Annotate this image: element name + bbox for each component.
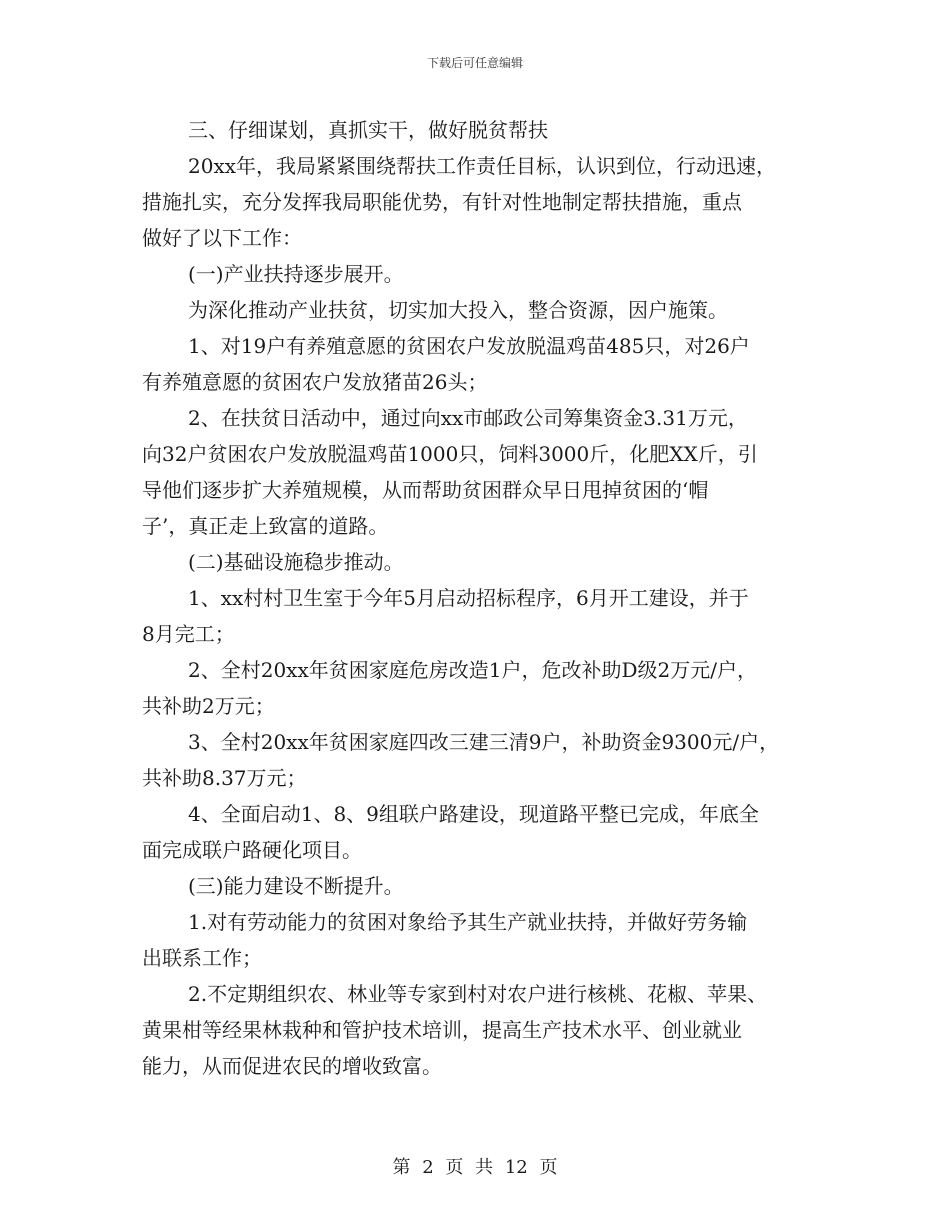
section-heading: 三、仔细谋划，真抓实干，做好脱贫帮扶 (188, 118, 548, 142)
paragraph-line: 2.不定期组织农、林业等专家到村对农户进行核桃、花椒、苹果、 (188, 982, 768, 1006)
paragraph-line: 面完成联户路硬化项目。 (142, 838, 362, 862)
paragraph-line: 1.对有劳动能力的贫困对象给予其生产就业扶持，并做好劳务输 (188, 910, 748, 934)
page-header: 下载后可任意编辑 (426, 56, 523, 70)
paragraph-line: 措施扎实，充分发挥我局职能优势，有针对性地制定帮扶措施，重点 (142, 190, 742, 214)
paragraph-line: 1、对19户有养殖意愿的贫困农户发放脱温鸡苗485只，对26户 (188, 334, 750, 358)
paragraph-line: 3、全村20xx年贫困家庭四改三建三清9户，补助资金9300元/户， (188, 730, 780, 754)
subsection-heading: (三)能力建设不断提升。 (188, 874, 404, 898)
page-number: 第 2 页 共 12 页 (392, 1157, 558, 1178)
paragraph-line: 1、xx村村卫生室于今年5月启动招标程序，6月开工建设，并于 (188, 586, 749, 610)
paragraph-line: 为深化推动产业扶贫，切实加大投入，整合资源，因户施策。 (188, 298, 728, 322)
paragraph-line: 黄果柑等经果林栽种和管护技术培训，提高生产技术水平、创业就业 (142, 1018, 742, 1042)
paragraph-line: 共补助2万元； (142, 694, 275, 718)
paragraph-line: 向32户贫困农户发放脱温鸡苗1000只，饲料3000斤，化肥XX斤，引 (142, 442, 758, 466)
paragraph-line: 子’，真正走上致富的道路。 (142, 514, 389, 538)
subsection-heading: (二)基础设施稳步推动。 (188, 550, 404, 574)
paragraph-line: 能力，从而促进农民的增收致富。 (142, 1054, 442, 1078)
paragraph-line: 出联系工作； (142, 946, 262, 970)
paragraph-line: 做好了以下工作： (142, 226, 302, 250)
paragraph-line: 共补助8.37万元； (142, 766, 307, 790)
subsection-heading: (一)产业扶持逐步展开。 (188, 262, 404, 286)
document-body (142, 112, 832, 1084)
paragraph-line: 导他们逐步扩大养殖规模，从而帮助贫困群众早日甩掉贫困的‘帽 (142, 478, 709, 502)
paragraph-line: 有养殖意愿的贫困农户发放猪苗26头； (142, 370, 488, 394)
paragraph-line: 2、在扶贫日活动中，通过向xx市邮政公司筹集资金3.31万元， (188, 406, 748, 430)
paragraph-line: 2、全村20xx年贫困家庭危房改造1户，危改补助D级2万元/户， (188, 658, 757, 682)
paragraph-line: 20xx年，我局紧紧围绕帮扶工作责任目标，认识到位，行动迅速， (188, 154, 777, 178)
paragraph-line: 8月完工； (142, 622, 235, 646)
paragraph-line: 4、全面启动1、8、9组联户路建设，现道路平整已完成，年底全 (188, 802, 759, 826)
